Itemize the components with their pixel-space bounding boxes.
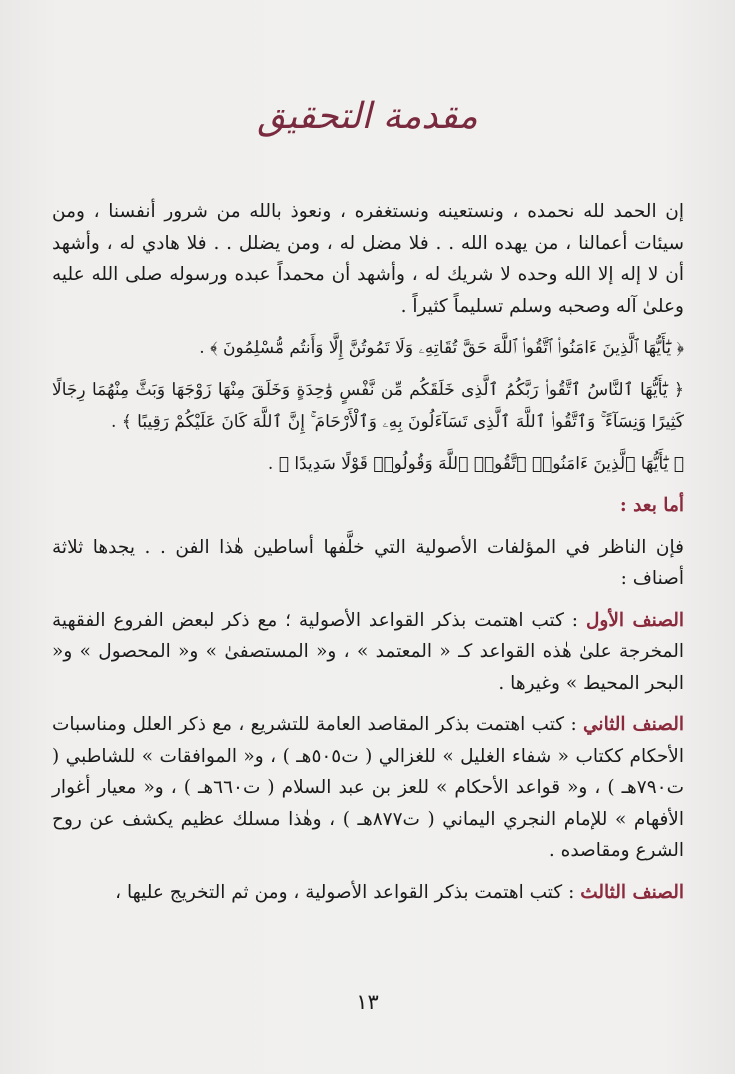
amma-baad-heading: أما بعد : [619,495,684,516]
first-category-paragraph [52,605,684,700]
page-number: ١٣ [356,990,379,1014]
first-category-text: : كتب اهتمت بذكر القواعد الأصولية ؛ مع ذكر لبعض الفروع الفقهية المخرجة علىٰ هٰذه القواعد كـ « المعتمد » ، و« المستصفىٰ » و« المحصول » و« البحر المحيط » وغيرها . [52,609,684,694]
second-category-text: : كتب اهتمت بذكر المقاصد العامة للتشريع ، مع ذكر العلل ومناسبات الأحكام ككتاب « شفاء الغليل » للغزالي ( ت٥٠٥هـ ) ، و« الموافقات » للشاطبي ( ت٧٩٠هـ ) ، و« قواعد الأحكام » للعز بن عبد السلام ( ت٦٦٠هـ ) ، و« معيار أغوار الأفهام » للإمام النجري اليماني ( ت٨٧٧هـ ) ، وهٰذا مسلك عظيم يكشف عن روح الشرع ومقاصده . [52,714,685,861]
third-category-label: الصنف الثالث [580,881,684,903]
third-category-text: : كتب اهتمت بذكر القواعد الأصولية ، ومن ثم التخريج عليها ، [115,881,581,903]
quran-verse-2: ﴿ يَٰٓأَيُّهَا ٱلنَّاسُ ٱتَّقُوا۟ رَبَّكُمُ ٱلَّذِى خَلَقَكُم مِّن نَّفْسٍ وَٰحِدَةٍ وَخَلَقَ مِنْهَا زَوْجَهَا وَبَثَّ مِنْهُمَا رِجَالًا كَثِيرًا وَنِسَآءً ۚ وَٱتَّقُوا۟ ٱللَّهَ ٱلَّذِى تَسَآءَلُونَ بِهِۦ وَٱلْأَرْحَامَ ۚ إِنَّ ٱللَّهَ كَانَ عَلَيْكُمْ رَقِيبًا ﴾ . [52,380,684,432]
page-body [52,196,684,908]
third-category-paragraph [52,877,684,909]
intro-paragraph: إن الحمد لله نحمده ، ونستعينه ونستغفره ، ونعوذ بالله من شرور أنفسنا ، ومن سيئات أعمالنا ، من يهده الله . . فلا مضل له ، ومن يضلل . . فلا هادي له ، وأشهد أن لا إله إلا الله وحده لا شريك له ، وأشهد أن محمداً عبده ورسوله صلى الله عليه وعلىٰ آله وصحبه وسلم تسليماً كثيراً . [52,201,684,317]
second-category-paragraph [52,709,684,867]
quran-verse-3: ﴿ يَٰٓأَيُّهَا ٱلَّذِينَ ءَامَنُوا۟ ٱتَّقُوا۟ ٱللَّهَ وَقُولُوا۟ قَوْلًا سَدِيدًا ﴾ . [267,454,684,474]
second-category-label: الصنف الثاني [583,714,684,735]
quran-verse-1: ﴿ يَٰٓأَيُّهَا ٱلَّذِينَ ءَامَنُوا۟ ٱتَّقُوا۟ ٱللَّهَ حَقَّ تُقَاتِهِۦ وَلَا تَمُوتُنَّ إِلَّا وَأَنتُم مُّسْلِمُونَ ﴾ . [199,338,684,358]
page-title: مقدمة التحقيق [257,96,478,137]
reader-paragraph: فإن الناظر في المؤلفات الأصولية التي خلَّفها أساطين هٰذا الفن . . يجدها ثلاثة أصناف : [52,536,684,589]
first-category-label: الصنف الأول [585,609,685,631]
